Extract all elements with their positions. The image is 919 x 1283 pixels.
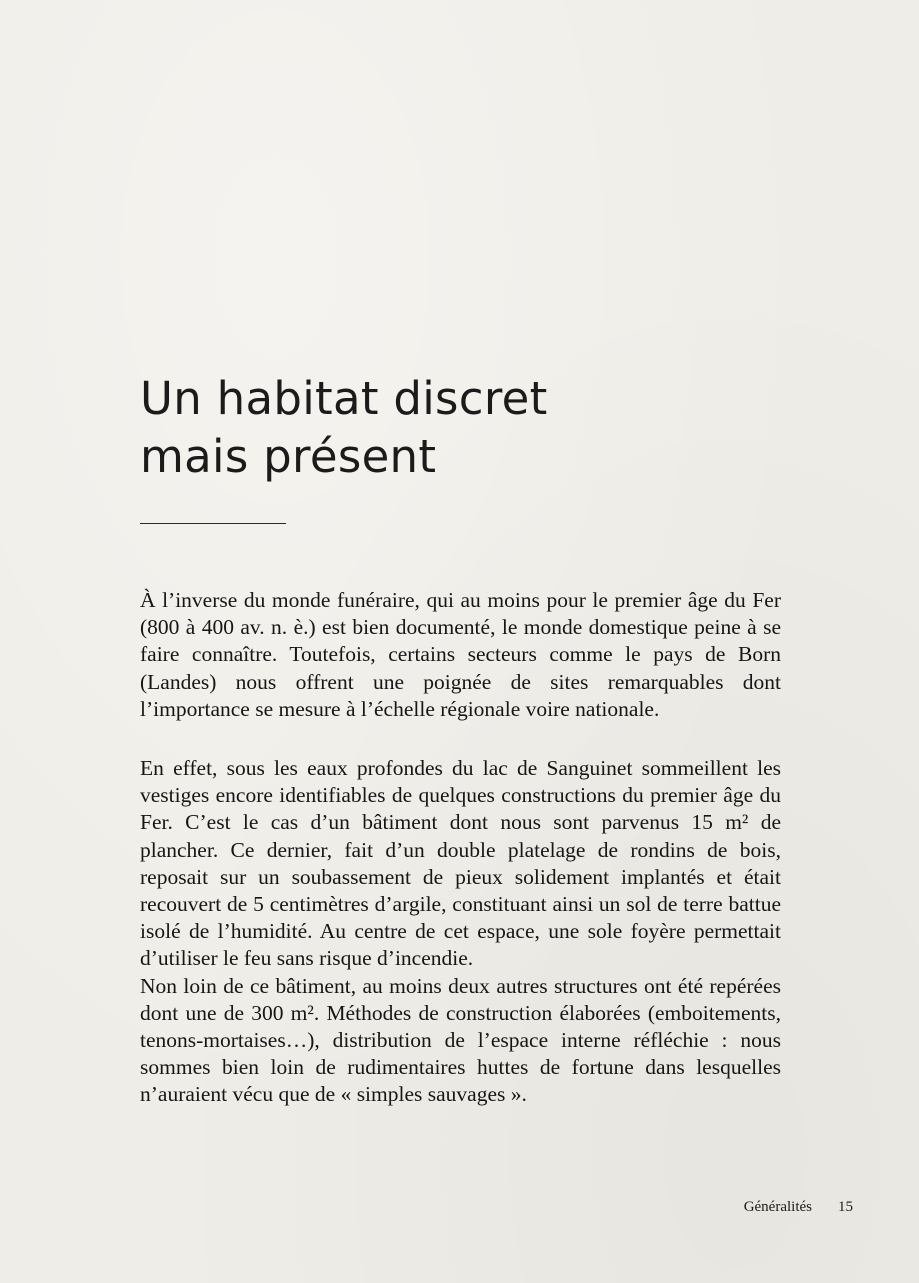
page-footer	[744, 1199, 853, 1216]
body-paragraph-1: À l’inverse du monde funéraire, qui au moins pour le premier âge du Fer (800 à 400 av. n. è.) est bien documenté, le monde domestique peine à se faire connaître. Toutefois, certains secteurs comme le pays de Born (Landes) nous offrent une poignée de sites remarquables dont l’importance se mesure à l’échelle régionale voire nationale.	[140, 588, 781, 721]
page-title	[140, 370, 780, 486]
body-paragraph-3: Non loin de ce bâtiment, au moins deux autres structures ont été repérées dont une de 300 m². Méthodes de construction élaborées (emboitements, tenons-mortaises…), distribution de l’espace interne réfléchie : nous sommes bien loin de rudimentaires huttes de fortune dans lesquelles n’auraient vécu que de « simples sauvages ».	[140, 973, 781, 1107]
title-line-1: Un habitat discret	[140, 372, 548, 425]
body-paragraph-1-block	[140, 587, 781, 723]
page-number: 15	[838, 1199, 853, 1215]
title-underline-rule	[140, 523, 286, 524]
body-paragraph-2-block	[140, 755, 781, 1109]
title-line-2: mais présent	[140, 430, 437, 483]
running-footer-section: Généralités	[743, 1199, 812, 1215]
body-paragraph-2: En effet, sous les eaux profondes du lac de Sanguinet sommeillent les vestiges encore identifiables de quelques constructions du premier âge du Fer. C’est le cas d’un bâtiment dont nous sont parvenus 15 m² de plancher. Ce dernier, fait d’un double platelage de rondins de bois, reposait sur un soubassement de pieux solidement implantés et était recouvert de 5 centimètres d’argile, constituant ainsi un sol de terre battue isolé de l’humidité. Au centre de cet espace, une sole foyère permettait d’utiliser le feu sans risque d’incendie.	[140, 756, 781, 971]
